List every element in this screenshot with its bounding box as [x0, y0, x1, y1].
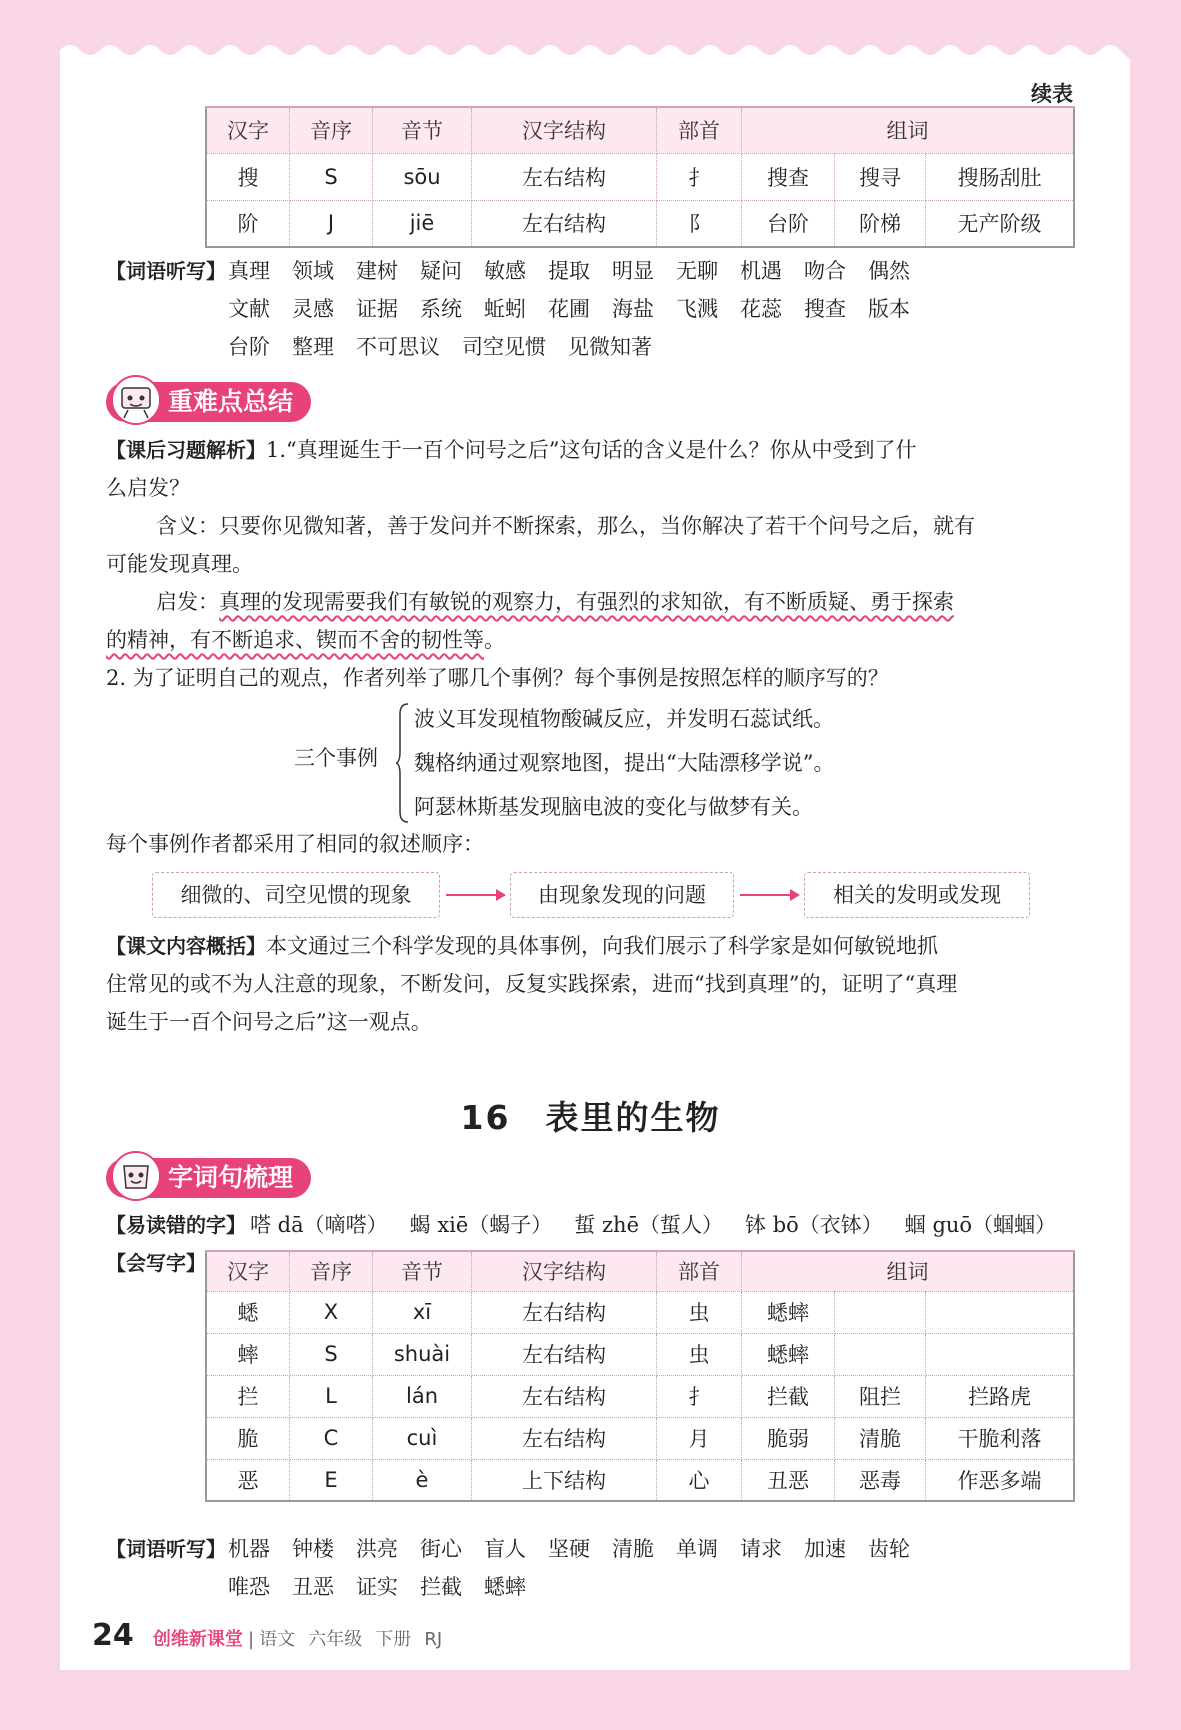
exercise-q2: 2. 为了证明自己的观点，作者列举了哪几个事例？每个事例是按照怎样的顺序写的？	[106, 666, 889, 690]
char-cell: 脆	[206, 1417, 290, 1459]
index-cell: J	[290, 200, 373, 247]
answer-insight	[106, 584, 1076, 621]
word-cell: 蟋蟀	[742, 1291, 835, 1333]
word-cell: 清脆	[835, 1417, 926, 1459]
summary-cont: 诞生于一百个问号之后”这一观点。	[106, 1010, 432, 1034]
dictation-1-line	[228, 328, 674, 366]
word-cell: 搜寻	[835, 153, 926, 200]
word-item: 系统	[420, 297, 462, 321]
table-row	[206, 1375, 1074, 1417]
footer	[92, 1618, 442, 1653]
edition: RJ	[424, 1629, 443, 1650]
table-row	[206, 1333, 1074, 1375]
word-cell: 拦截	[742, 1375, 835, 1417]
word-item: 蚯蚓	[484, 297, 526, 321]
word-item: 吻合	[804, 259, 846, 283]
word-item: 蜇 zhē（蜇人）	[574, 1213, 724, 1237]
word-item: 建树	[356, 259, 398, 283]
easy-misread-items	[250, 1206, 1078, 1244]
radical-cell: 虫	[657, 1333, 742, 1375]
table-row	[206, 1417, 1074, 1459]
table-row	[206, 200, 1074, 247]
answer-insight-cont	[106, 622, 1076, 659]
header-cell: 组词	[742, 107, 1075, 153]
header-cell: 组词	[742, 1251, 1075, 1291]
word-cell: 丑恶	[742, 1459, 835, 1501]
char-cell: 搜	[206, 153, 290, 200]
radical-cell: 月	[657, 1417, 742, 1459]
word-item: 丑恶	[292, 1575, 334, 1599]
word-item: 整理	[292, 335, 334, 359]
word-cell: 台阶	[742, 200, 835, 247]
table-body	[206, 1291, 1074, 1501]
exercise-q1-text: 1.“真理诞生于一百个问号之后”这句话的含义是什么？你从中受到了什	[266, 438, 917, 462]
section-badge-key-points	[106, 382, 311, 422]
word-item: 请求	[740, 1537, 782, 1561]
flow-box: 细微的、司空见惯的现象	[152, 872, 440, 918]
example-item: 魏格纳通过观察地图，提出“大陆漂移学说”。	[414, 751, 835, 775]
word-cell: 阶梯	[835, 200, 926, 247]
volume: 下册	[375, 1629, 412, 1650]
word-cell: 无产阶级	[926, 200, 1075, 247]
exercise-q1	[106, 432, 1076, 469]
word-item: 证实	[356, 1575, 398, 1599]
header-cell: 部首	[657, 107, 742, 153]
char-cell: 蟋	[206, 1291, 290, 1333]
word-item: 搜查	[804, 297, 846, 321]
pinyin-cell: è	[373, 1459, 472, 1501]
char-cell: 蟀	[206, 1333, 290, 1375]
structure-cell: 左右结构	[472, 1333, 657, 1375]
dictation-label: 【词语听写】	[106, 259, 226, 283]
word-item: 灵感	[292, 297, 334, 321]
index-cell: X	[290, 1291, 373, 1333]
exercise-label: 【课后习题解析】	[106, 438, 266, 462]
section-title: 字词句梳理	[168, 1163, 294, 1192]
subject: 语文	[259, 1629, 296, 1650]
word-item: 机遇	[740, 259, 782, 283]
easy-misread	[106, 1206, 246, 1244]
summary	[106, 928, 1076, 965]
example-item: 波义耳发现植物酸碱反应，并发明石蕊试纸。	[414, 707, 834, 731]
word-item: 偶然	[868, 259, 910, 283]
pinyin-cell: xī	[373, 1291, 472, 1333]
char-cell: 阶	[206, 200, 290, 247]
char-cell: 拦	[206, 1375, 290, 1417]
order-intro: 每个事例作者都采用了相同的叙述顺序：	[106, 832, 484, 856]
arrow-icon	[740, 894, 798, 896]
word-item: 证据	[356, 297, 398, 321]
word-item: 蝈 guō（蝈蝈）	[904, 1213, 1057, 1237]
dictation-1	[106, 252, 226, 290]
word-item: 文献	[228, 297, 270, 321]
word-cell	[835, 1333, 926, 1375]
header-cell: 汉字	[206, 107, 290, 153]
character-table-1	[205, 106, 1075, 248]
summary-label: 【课文内容概括】	[106, 934, 266, 958]
answer-meaning: 含义：只要你见微知著，善于发问并不断探索，那么，当你解决了若干个问号之后，就有	[156, 514, 975, 538]
index-cell: L	[290, 1375, 373, 1417]
structure-cell: 左右结构	[472, 1291, 657, 1333]
word-item: 司空见惯	[462, 335, 546, 359]
dictation-label: 【词语听写】	[106, 1537, 226, 1561]
flow-box: 相关的发明或发现	[804, 872, 1030, 918]
word-item: 明显	[612, 259, 654, 283]
header-cell: 汉字结构	[472, 1251, 657, 1291]
word-item: 海盐	[612, 297, 654, 321]
word-item: 领域	[292, 259, 334, 283]
radical-cell: 心	[657, 1459, 742, 1501]
word-cell: 干脆利落	[926, 1417, 1075, 1459]
radical-cell: 扌	[657, 1375, 742, 1417]
word-item: 坚硬	[548, 1537, 590, 1561]
footer-divider: |	[247, 1629, 255, 1650]
word-item: 齿轮	[868, 1537, 910, 1561]
table-header-row	[206, 1251, 1074, 1291]
brace-icon	[396, 702, 410, 824]
word-item: 疑问	[420, 259, 462, 283]
structure-cell: 左右结构	[472, 200, 657, 247]
radical-cell: 扌	[657, 153, 742, 200]
index-cell: S	[290, 1333, 373, 1375]
word-item: 清脆	[612, 1537, 654, 1561]
word-item: 嗒 dā（嘀嗒）	[250, 1213, 388, 1237]
dictation-1-line	[228, 252, 932, 290]
word-cell: 阻拦	[835, 1375, 926, 1417]
pinyin-cell: shuài	[373, 1333, 472, 1375]
word-item: 真理	[228, 259, 270, 283]
pinyin-cell: jiē	[373, 200, 472, 247]
write-chars	[106, 1244, 206, 1282]
examples-label: 三个事例	[294, 746, 378, 770]
header-cell: 部首	[657, 1251, 742, 1291]
word-item: 钟楼	[292, 1537, 334, 1561]
table-row	[206, 1459, 1074, 1501]
word-cell: 拦路虎	[926, 1375, 1075, 1417]
word-item: 街心	[420, 1537, 462, 1561]
word-item: 台阶	[228, 335, 270, 359]
word-cell	[926, 1333, 1075, 1375]
index-cell: C	[290, 1417, 373, 1459]
word-item: 版本	[868, 297, 910, 321]
pinyin-cell: cuì	[373, 1417, 472, 1459]
lesson-title: 16 表里的生物	[460, 1098, 721, 1137]
word-item: 无聊	[676, 259, 718, 283]
table-row	[206, 1291, 1074, 1333]
header-cell: 音节	[373, 107, 472, 153]
flow-box: 由现象发现的问题	[510, 872, 734, 918]
word-item: 敏感	[484, 259, 526, 283]
summary-cont: 住常见的或不为人注意的现象，不断发问，反复实践探索，进而“找到真理”的，证明了“真理	[106, 972, 958, 996]
word-item: 提取	[548, 259, 590, 283]
continued-label: 续表	[1031, 82, 1073, 106]
word-item: 花圃	[548, 297, 590, 321]
word-cell: 脆弱	[742, 1417, 835, 1459]
word-cell	[835, 1291, 926, 1333]
pinyin-cell: sōu	[373, 153, 472, 200]
dictation-2-line	[228, 1568, 548, 1606]
word-cell: 搜肠刮肚	[926, 153, 1075, 200]
dictation-2	[106, 1530, 226, 1568]
mascot-icon	[110, 374, 162, 426]
example-item: 阿瑟林斯基发现脑电波的变化与做梦有关。	[414, 795, 813, 819]
character-table-2	[205, 1250, 1075, 1502]
word-item: 钵 bō（衣钵）	[745, 1213, 883, 1237]
header-cell: 音节	[373, 1251, 472, 1291]
header-cell: 汉字	[206, 1251, 290, 1291]
dictation-1-line	[228, 290, 932, 328]
structure-cell: 左右结构	[472, 1375, 657, 1417]
brand: 创维新课堂	[152, 1629, 243, 1650]
char-cell: 恶	[206, 1459, 290, 1501]
header-cell: 汉字结构	[472, 107, 657, 153]
radical-cell: 阝	[657, 200, 742, 247]
word-item: 洪亮	[356, 1537, 398, 1561]
insight-text: 真理的发现需要我们有敏锐的观察力，有强烈的求知欲，有不断质疑、勇于探索	[219, 590, 954, 614]
answer-meaning-cont: 可能发现真理。	[106, 552, 253, 576]
table-header-row	[206, 107, 1074, 153]
radical-cell: 虫	[657, 1291, 742, 1333]
word-item: 单调	[676, 1537, 718, 1561]
word-item: 不可思议	[356, 335, 440, 359]
word-item: 机器	[228, 1537, 270, 1561]
structure-cell: 上下结构	[472, 1459, 657, 1501]
write-chars-label: 【会写字】	[106, 1251, 206, 1275]
dictation-2-line	[228, 1530, 932, 1568]
word-cell: 蟋蟀	[742, 1333, 835, 1375]
header-cell: 音序	[290, 1251, 373, 1291]
header-cell: 音序	[290, 107, 373, 153]
section-title: 重难点总结	[168, 387, 294, 416]
word-cell: 搜查	[742, 153, 835, 200]
insight-text-cont: 的精神，有不断追求、锲而不舍的韧性等	[106, 628, 484, 652]
index-cell: S	[290, 153, 373, 200]
section-badge-vocab	[106, 1158, 311, 1198]
page-number: 24	[92, 1618, 134, 1653]
word-item: 蟋蟀	[484, 1575, 526, 1599]
word-cell: 恶毒	[835, 1459, 926, 1501]
insight-prefix: 启发：	[156, 590, 219, 614]
insight-end: 。	[484, 628, 505, 652]
word-cell	[926, 1291, 1075, 1333]
word-item: 盲人	[484, 1537, 526, 1561]
word-cell: 作恶多端	[926, 1459, 1075, 1501]
word-item: 拦截	[420, 1575, 462, 1599]
structure-cell: 左右结构	[472, 1417, 657, 1459]
word-item: 花蕊	[740, 297, 782, 321]
easy-misread-label: 【易读错的字】	[106, 1213, 246, 1237]
word-item: 唯恐	[228, 1575, 270, 1599]
word-item: 飞溅	[676, 297, 718, 321]
word-item: 加速	[804, 1537, 846, 1561]
exercise-q1-cont: 么启发？	[106, 476, 190, 500]
word-item: 蝎 xiē（蝎子）	[409, 1213, 553, 1237]
arrow-icon	[446, 894, 504, 896]
word-item: 见微知著	[568, 335, 652, 359]
structure-cell: 左右结构	[472, 153, 657, 200]
pinyin-cell: lán	[373, 1375, 472, 1417]
mascot-icon	[110, 1150, 162, 1202]
grade: 六年级	[308, 1629, 363, 1650]
table-row	[206, 153, 1074, 200]
summary-text: 本文通过三个科学发现的具体事例，向我们展示了科学家是如何敏锐地抓	[266, 934, 938, 958]
index-cell: E	[290, 1459, 373, 1501]
